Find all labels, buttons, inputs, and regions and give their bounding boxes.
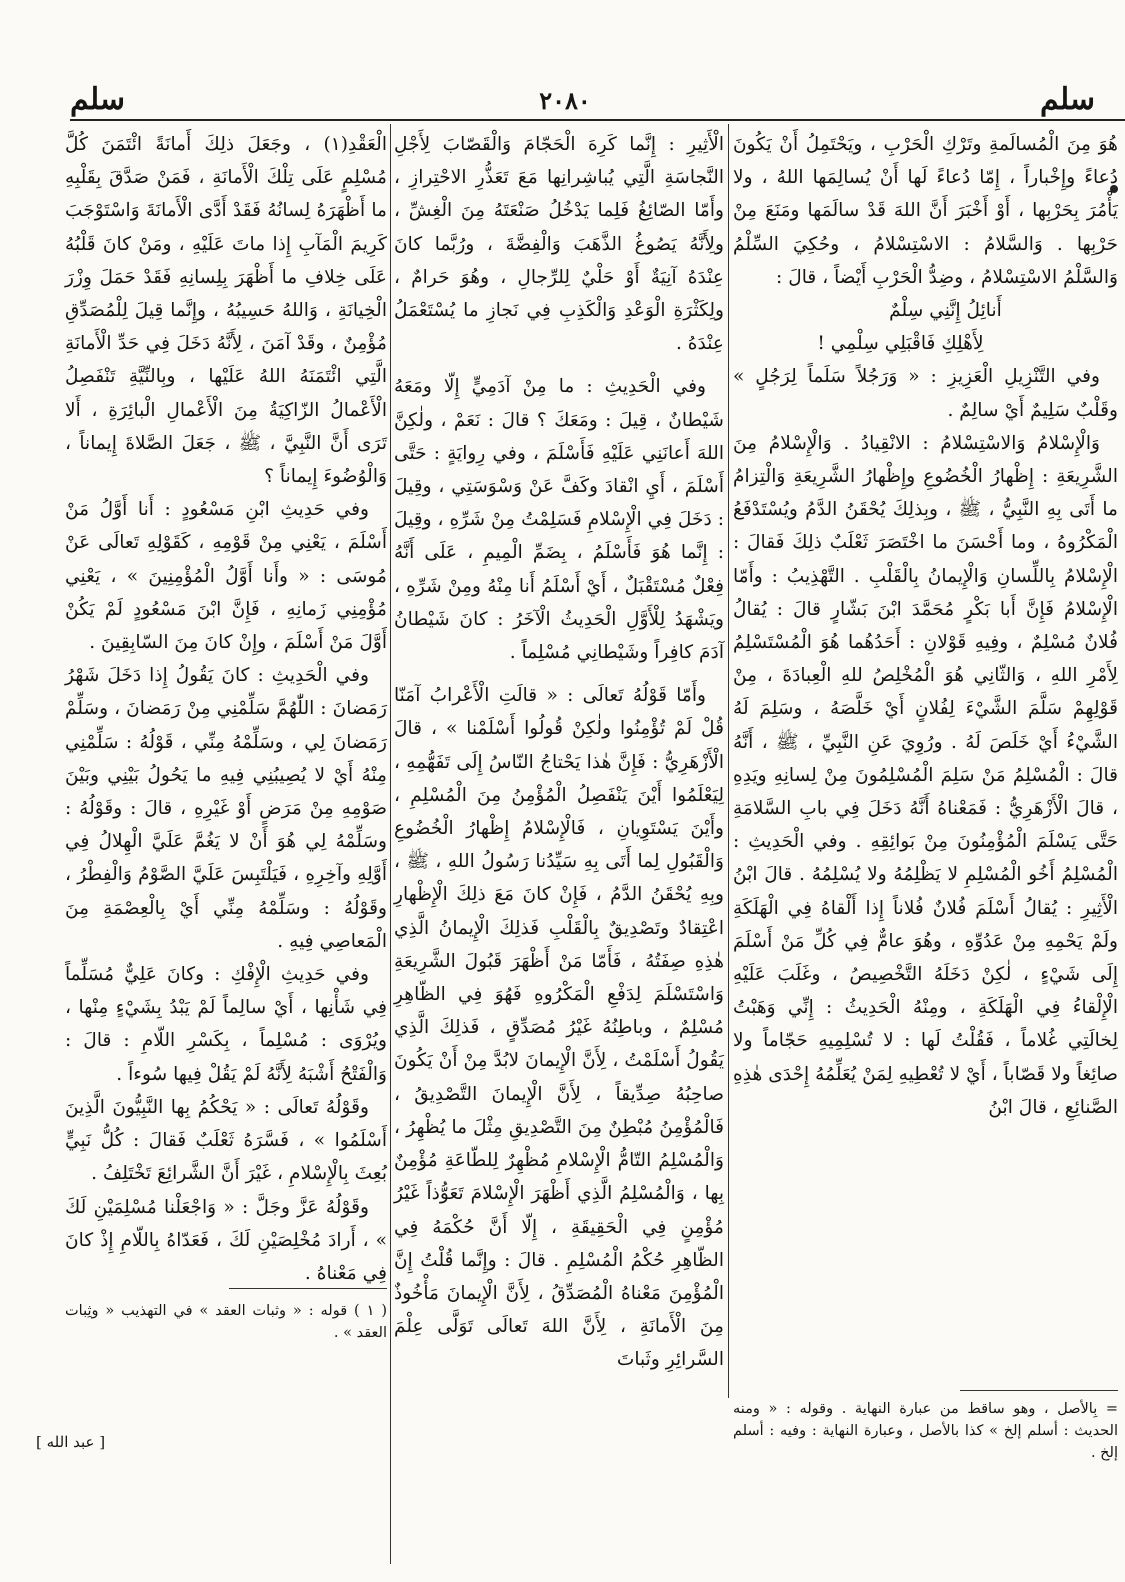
column-middle	[394, 128, 724, 1582]
paragraph: وفي الْحَدِيثِ : ما مِنْ آدَمِيٍّ إِلّا ومَعَهُ شَيْطانٌ ، قِيلَ : ومَعَكَ ؟ قالَ : نَعَمْ ، ولٰكِنَّ اللهَ أَعانَنِي عَلَيْهِ فَأَسْلَمَ ، وفي رِوايَةٍ : حَتَّى أَسْلَمَ ، أَيِ انْقادَ وكَفَّ عَنْ وَسْوَسَتِي ، وقِيلَ : دَخَلَ فِي الْإِسْلامِ فَسَلِمْتُ مِنْ شَرِّهِ ، وقِيلَ : إِنَّما هُوَ فَأَسْلَمُ ، بِضَمِّ الْمِيمِ ، عَلَى أَنَّهُ فِعْلٌ مُسْتَقْبَلٌ ، أَيْ أَسْلَمُ أَنا مِنْهُ ومِنْ شَرِّهِ ، ويَشْهَدُ لِلْأَوَّلِ الْحَدِيثُ الْآخَرُ : كانَ شَيْطانُ آدَمَ كافِراً وشَيْطانِي مُسْلِماً .	[394, 376, 724, 664]
paragraph: الْأَثِيرِ : إِنَّما كَرِهَ الْحَجّامَ وَالْقَصّابَ لِأَجْلِ النَّجاسَةِ الَّتِي يُباشِرانِها مَعَ تَعَذُّرِ الاحْتِرازِ ، وأَمّا الصّائِغُ فَلِما يَدْخُلُ صَنْعَتَهُ مِنَ الْغِشِّ ، ولِأَنَّهُ يَصُوغُ الذَّهَبَ وَالْفِضَّةَ ، ورُبَّما كانَ عِنْدَهُ آنِيَةٌ أَوْ حَلْيٌ لِلرِّجالِ ، وهُوَ حَرامٌ ، ولِكَثْرَةِ الْوَعْدِ وَالْكَذِبِ فِي نَجازِ ما يُسْتَعْمَلُ عِنْدَهُ .	[394, 134, 724, 355]
editor-signature: [ عبد الله ]	[36, 1433, 106, 1451]
footnote-left	[65, 1300, 387, 1364]
column-left	[65, 128, 387, 1284]
column-divider-left	[390, 124, 391, 1564]
paragraph: وفي التَّنْزِيلِ الْعَزِيزِ : « وَرَجُلاً سَلَماً لِرَجُلٍ » وقَلْبٌ سَلِيمٌ أَيْ سالِمٌ .	[733, 366, 1118, 421]
paragraph: هُوَ مِنَ الْمُسالَمةِ وتَرْكِ الْحَرْبِ ، ويَحْتَمِلُ أَنْ يَكُونَ دُعاءً وإِخْباراً ، إِمّا دُعاءً لَها أَنْ يُسالِمَها اللهُ ، ولا يَأْمُرَ بِحَرْبِها ، أَوْ أَخْبَرَ أَنَّ اللهَ قَدْ سالَمَها ومَنَعَ مِنْ حَرْبِها . وَالسَّلامُ : الاسْتِسْلامُ ، وحُكِيَ السِّلْمُ وَالسَّلْمُ الاسْتِسْلامُ ، وضِدُّ الْحَرْبِ أَيْضاً ، قالَ :	[733, 134, 1118, 288]
footnote-text: ( ١ ) قوله : « وثبات العقد » في التهذيب « وثِبات العقد » .	[65, 1303, 387, 1341]
footnote-text: = بِالأصل ، وهو ساقط من عبارة النهاية . وقوله : « ومنه الحديث : أسلم إلخ » كذا بالأصل ، وعبارة النهاية : وفيه : أسلم إلخ .	[733, 1401, 1118, 1461]
verse-line: أَنائِلُ إِنَّنِي سِلْمٌ	[889, 300, 1002, 322]
paragraph: وأَمّا قَوْلُهُ تَعالَى : « قالَتِ الْأَعْرابُ آمَنّا قُلْ لَمْ تُؤْمِنُوا ولٰكِنْ قُولُوا أَسْلَمْنا » ، قالَ الْأَزْهَرِيُّ : فَإِنَّ هٰذا يَحْتاجُ النّاسُ إِلَى تَفَهُّمِهِ ، لِيَعْلَمُوا أَيْنَ يَنْفَصِلُ الْمُؤْمِنُ مِنَ الْمُسْلِمِ ، وأَيْنَ يَسْتَوِيانِ ، فَالْإِسْلامُ إِظْهارُ الْخُضُوعِ وَالْقَبُولِ لِما أَتَى بِهِ سَيِّدُنا رَسُولُ اللهِ ، ﷺ ، وبِهِ يُحْقَنُ الدَّمُ ، فَإِنْ كانَ مَعَ ذلِكَ الْإِظْهارِ اعْتِقادٌ وتَصْدِيقٌ بِالْقَلْبِ فَذلِكَ الْإِيمانُ الَّذِي هٰذِهِ صِفَتُهُ ، فَأَمّا مَنْ أَظْهَرَ قَبُولَ الشَّرِيعَةِ وَاسْتَسْلَمَ لِدَفْعِ الْمَكْرُوهِ فَهُوَ فِي الظّاهِرِ مُسْلِمٌ ، وباطِنُهُ غَيْرُ مُصَدِّقٍ ، فَذلِكَ الَّذِي يَقُولُ أَسْلَمْتُ ، لِأَنَّ الْإِيمانَ لابُدَّ مِنْ أَنْ يَكُونَ صاحِبُهُ صِدِّيقاً ، لِأَنَّ الْإِيمانَ التَّصْدِيقُ ، فَالْمُؤْمِنُ مُبْطِنٌ مِنَ التَّصْدِيقِ مِثْلَ ما يُظْهِرُ ، وَالْمُسْلِمُ التّامُّ الْإِسْلامِ مُظْهِرٌ لِلطّاعَةِ مُؤْمِنٌ بِها ، وَالْمُسْلِمُ الَّذِي أَظْهَرَ الْإِسْلامَ تَعَوُّذاً غَيْرُ مُؤْمِنٍ فِي الْحَقِيقَةِ ، إِلّا أَنَّ حُكْمَهُ فِي الظّاهِرِ حُكْمُ الْمُسْلِمِ . قالَ : وإِنَّما قُلْتُ إِنَّ الْمُؤْمِنَ مَعْناهُ الْمُصَدِّقُ ، لِأَنَّ الْإِيمانَ مَأْخُوذٌ مِنَ الْأَمانَةِ ، لِأَنَّ اللهَ تَعالَى تَوَلَّى عِلْمَ السَّرائِرِ وثَباتَ	[394, 685, 724, 1371]
paragraph: وَالْإِسْلامُ وَالاسْتِسْلامُ : الانْقِيادُ . وَالْإِسْلامُ مِنَ الشَّرِيعَةِ : إِظْهارُ الْخُضُوعِ وإِظْهارُ الشَّرِيعَةِ وَالْتِزامُ ما أَتَى بِهِ النَّبِيُّ ، ﷺ ، وبِذلِكَ يُحْقَنُ الدَّمُ ويُسْتَدْفَعُ الْمَكْرُوهُ ، وما أَحْسَنَ ما اخْتَصَرَ ثَعْلَبٌ ذلِكَ فَقالَ : الْإِسْلامُ بِاللِّسانِ وَالْإِيمانُ بِالْقَلْبِ . التَّهْذِيبُ : وأَمّا الْإِسْلامُ فَإِنَّ أَبا بَكْرٍ مُحَمَّدَ ابْنَ بَشّارٍ قالَ : يُقالُ فُلانٌ مُسْلِمٌ ، وفِيهِ قَوْلانِ : أَحَدُهُما هُوَ الْمُسْتَسْلِمُ لِأَمْرِ اللهِ ، وَالثّانِي هُوَ الْمُخْلِصُ للهِ الْعِبادَةَ ، مِنْ قَوْلِهِمْ سَلَّمَ الشَّيْءَ لِفُلانٍ أَيْ خَلَّصَهُ ، وسَلِمَ لَهُ الشَّيْءُ أَيْ خَلَصَ لَهُ . ورُوِيَ عَنِ النَّبِيِّ ، ﷺ ، أَنَّهُ قالَ : الْمُسْلِمُ مَنْ سَلِمَ الْمُسْلِمُونَ مِنْ لِسانِهِ ويَدِهِ ، قالَ الْأَزْهَرِيُّ : فَمَعْناهُ أَنَّهُ دَخَلَ فِي بابِ السَّلامَةِ حَتَّى يَسْلَمَ الْمُؤْمِنُونَ مِنْ بَوائِقِهِ . وفي الْحَدِيثِ : الْمُسْلِمُ أَخُو الْمُسْلِمِ لا يَظْلِمُهُ ولا يُسْلِمُهُ . قالَ ابْنُ الْأَثِيرِ : يُقالُ أَسْلَمَ فُلانٌ فُلاناً إِذا أَلْقاهُ فِي الْهَلَكَةِ ولَمْ يَحْمِهِ مِنْ عَدُوِّهِ ، وهُوَ عامٌّ فِي كُلِّ مَنْ أَسْلَمَ إِلَى شَيْءٍ ، لٰكِنْ دَخَلَهُ التَّخْصِيصُ ، وغَلَبَ عَلَيْهِ الْإِلْقاءُ فِي الْهَلَكَةِ ، ومِنْهُ الْحَدِيثُ : إِنِّي وَهَبْتُ لِخالَتِي غُلاماً ، فَقُلْتُ لَها : لا تُسْلِمِيهِ حَجّاماً ولا صائِغاً ولا قَصّاباً ، أَيْ لا تُعْطِيهِ لِمَنْ يُعَلِّمُهُ إِحْدَى هٰذِهِ الصَّنائِعِ ، قالَ ابْنُ	[733, 432, 1118, 1118]
verse-line: لِأَهْلِكِ فَاقْبَلِي سِلْمِي !	[817, 333, 984, 355]
footnote-rule-right	[960, 1390, 1118, 1391]
paragraph: وفي حَدِيثِ الْإِفْكِ : وكانَ عَلِيٌّ مُسَلِّماً فِي شَأْنِها ، أَيْ سالِماً لَمْ يَبْدُ بِشَيْءٍ مِنْها ، ويُرْوَى : مُسْلِماً ، بِكَسْرِ اللّامِ : قالَ : وَالْفَتْحُ أَشْبَهُ لِأَنَّهُ لَمْ يَقُلْ فِيها سُوءاً .	[65, 964, 387, 1085]
footnote-rule-left	[229, 1288, 387, 1289]
paragraph: الْعَقْدِ(١) ، وجَعَلَ ذلِكَ أَمانَةً ائْتَمَنَ كُلَّ مُسْلِمٍ عَلَى تِلْكَ الْأَمانَةِ ، فَمَنْ صَدَّقَ بِقَلْبِهِ ما أَظْهَرَهُ لِسانُهُ فَقَدْ أَدَّى الْأَمانَةَ وَاسْتَوْجَبَ كَرِيمَ الْمَآبِ إِذا ماتَ عَلَيْهِ ، ومَنْ كانَ قَلْبُهُ عَلَى خِلافِ ما أَظْهَرَ بِلِسانِهِ فَقَدْ حَمَلَ وِزْرَ الْخِيانَةِ ، وَاللهُ حَسِيبُهُ ، وإِنَّما قِيلَ لِلْمُصَدِّقِ مُؤْمِنٌ ، وقَدْ آمَنَ ، لِأَنَّهُ دَخَلَ فِي حَدِّ الْأَمانَةِ الَّتِي ائْتَمَنَهُ اللهُ عَلَيْها ، وبِالنِّيَّةِ تَنْفَصِلُ الْأَعْمالُ الزّاكِيَةُ مِنَ الْأَعْمالِ الْبائِرَةِ ، أَلا تَرَى أَنَّ النَّبِيَّ ، ﷺ ، جَعَلَ الصَّلاةَ إِيماناً ، وَالْوُضُوءَ إِيماناً ؟	[65, 134, 387, 488]
running-head-left: سلم	[70, 82, 126, 117]
paragraph: وفي حَدِيثِ ابْنِ مَسْعُودٍ : أَنا أَوَّلُ مَنْ أَسْلَمَ ، يَعْنِي مِنْ قَوْمِهِ ، كَقَوْلِهِ تَعالَى عَنْ مُوسَى : « وأَنا أَوَّلُ الْمُؤْمِنِينَ » ، يَعْنِي مُؤْمِنِي زَمانِهِ ، فَإِنَّ ابْنَ مَسْعُودٍ لَمْ يَكُنْ أَوَّلَ مَنْ أَسْلَمَ ، وإِنْ كانَ مِنَ السّابِقِينَ .	[65, 499, 387, 654]
paragraph: وقَوْلُهُ تَعالَى : « يَحْكُمُ بِها النَّبِيُّونَ الَّذِينَ أَسْلَمُوا » ، فَسَّرَهُ ثَعْلَبٌ فَقالَ : كُلُّ نَبِيٍّ بُعِثَ بِالْإِسْلامِ ، غَيْرَ أَنَّ الشَّرائِعَ تَخْتَلِفُ .	[65, 1096, 387, 1185]
running-head-right: سلم	[1040, 82, 1096, 117]
page-number: ٢٠٨٠	[539, 86, 591, 115]
column-right	[733, 128, 1118, 1380]
paragraph: وفي الْحَدِيثِ : كانَ يَقُولُ إِذا دَخَلَ شَهْرُ رَمَضانَ : اللّٰهُمَّ سَلِّمْنِي مِنْ رَمَضانَ ، وسَلِّمْ رَمَضانَ لِي ، وسَلِّمْهُ مِنِّي ، قَوْلُهُ : سَلِّمْنِي مِنْهُ أَيْ لا يُصِيبُنِي فِيهِ ما يَحُولُ بَيْنِي وبَيْنَ صَوْمِهِ مِنْ مَرَضٍ أَوْ غَيْرِهِ ، قالَ : وقَوْلُهُ : وسَلِّمْهُ لِي هُوَ أَنْ لا يَغُمَّ عَلَيَّ الْهِلالُ فِي أَوَّلِهِ وآخِرِهِ ، فَيَلْتَبِسَ عَلَيَّ الصَّوْمُ وَالْفِطْرُ ، وقَوْلُهُ : وسَلِّمْهُ مِنِّي أَيْ بِالْعِصْمَةِ مِنَ الْمَعاصِي فِيهِ .	[65, 665, 387, 952]
column-divider-right	[728, 124, 729, 1398]
footnote-right	[733, 1398, 1118, 1498]
header-rule	[70, 119, 1125, 121]
paragraph: وقَوْلُهُ عَزَّ وجَلَّ : « وَاجْعَلْنا مُسْلِمَيْنِ لَكَ » ، أَرادَ مُخْلِصَيْنِ لَكَ ، فَعَدّاهُ بِاللّامِ إِذْ كانَ فِي مَعْناهُ .	[65, 1196, 387, 1284]
